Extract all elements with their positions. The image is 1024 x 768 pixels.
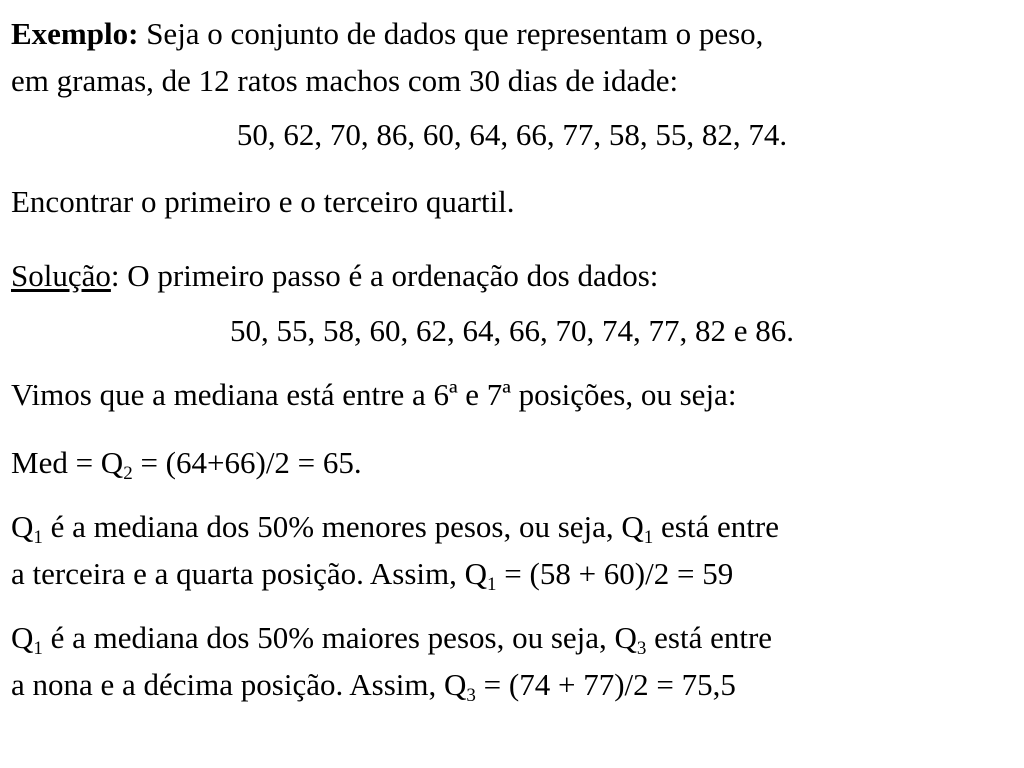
q1-symbol: Q xyxy=(11,509,34,544)
q3-text-2: a nona e a décima posição. Assim, Q xyxy=(11,667,467,702)
q1-subscript: 1 xyxy=(33,527,43,548)
example-line-2 xyxy=(11,61,1010,101)
q3-subscript-2: 3 xyxy=(466,685,476,706)
median-intro-text: Vimos que a mediana está entre a 6ª e 7ª posições, ou seja: xyxy=(11,377,737,412)
q3-result: = (74 + 77)/2 = 75,5 xyxy=(475,667,736,702)
median-intro xyxy=(11,375,1010,415)
q3-subscript: 3 xyxy=(636,638,647,659)
q3-block-subscript: 1 xyxy=(33,638,43,659)
q1-text-1-end: está entre xyxy=(653,509,779,544)
q1-text-1: é a mediana dos 50% menores pesos, ou seja, Q xyxy=(42,509,644,544)
q1-text-2: a terceira e a quarta posição. Assim, Q xyxy=(11,556,488,591)
median-rest: = (64+66)/2 = 65. xyxy=(132,445,362,480)
solution-text: : O primeiro passo é a ordenação dos dados: xyxy=(110,258,659,293)
data-values xyxy=(0,115,1024,155)
median-formula xyxy=(11,443,1010,483)
q1-line-2 xyxy=(11,554,1010,594)
task-text: Encontrar o primeiro e o terceiro quartil. xyxy=(11,184,515,219)
example-text-2: em gramas, de 12 ratos machos com 30 dias de idade: xyxy=(11,63,679,98)
example-text-1: Seja o conjunto de dados que representam o peso, xyxy=(138,16,764,51)
q1-subscript-3: 1 xyxy=(487,574,497,595)
solution-label: Solução xyxy=(11,258,111,293)
example-line-1 xyxy=(11,14,1010,54)
q1-line-1 xyxy=(11,507,1010,547)
sorted-values-text: 50, 55, 58, 60, 62, 64, 66, 70, 74, 77, 82 e 86. xyxy=(229,313,794,348)
median-subscript: 2 xyxy=(123,463,133,484)
q1-result: = (58 + 60)/2 = 59 xyxy=(496,556,734,591)
q3-line-2 xyxy=(11,665,1010,705)
q1-subscript-2: 1 xyxy=(643,527,654,548)
sorted-values xyxy=(0,311,1024,351)
q3-text-1-end: está entre xyxy=(646,620,773,655)
q3-text-1: é a mediana dos 50% maiores pesos, ou seja, Q xyxy=(42,620,637,655)
data-values-text: 50, 62, 70, 86, 60, 64, 66, 77, 58, 55, 82, 74. xyxy=(236,117,788,152)
q3-block-symbol: Q xyxy=(11,620,34,655)
task-statement xyxy=(11,182,1010,222)
median-prefix: Med = Q xyxy=(11,445,124,480)
q3-line-1 xyxy=(11,618,1010,658)
example-label: Exemplo: xyxy=(11,16,139,51)
solution-line xyxy=(11,256,1010,296)
